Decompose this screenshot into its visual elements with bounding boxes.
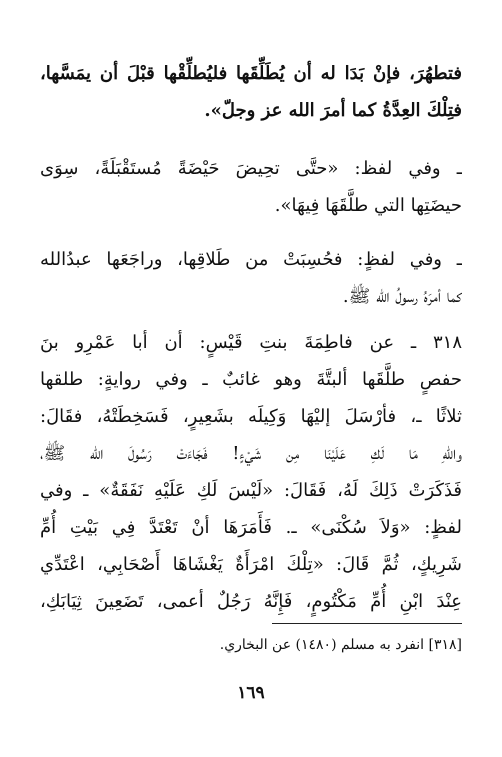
paragraph-2-variant-wording <box>40 150 462 224</box>
paragraph-3-variant-wording <box>40 241 462 315</box>
paragraph-1-continuation <box>40 55 462 129</box>
text-line: لفظٍ: «وَلاَ سُكْنَى» ـ. فَأَمَرَهَا أنْ تَعْتَدَّ فِي بَيْتِ أُمِّ <box>40 517 462 538</box>
text-line: ثلاثًا ـ، فأرْسَلَ إليْهَا وَكِيلَه بشَعِيرٍ، فَسَخِطَتْهُ، فقَالَ: <box>40 406 462 427</box>
page-number: ١٦٩ <box>237 683 265 703</box>
text-line: واللهِ مَا لَكِ عَلَيْنَا مِن شَيْءٍ! فَجَاءَتْ رَسُولَ الله ﷺ، <box>40 443 462 464</box>
text-line: عِنْدَ ابْنِ أُمِّ مَكْتُومٍ، فَإِنَّهُ رَجُلٌ أعمى، تَضَعِينَ ثِيَابَكِ، <box>40 591 462 612</box>
text-line: كما أمرَهُ رسولُ الله ﷺ. <box>342 286 462 307</box>
paragraph-4-hadith-318 <box>40 324 462 620</box>
text-line: شَرِيكٍ، ثُمَّ قَالَ: «تِلْكَ امْرَأَةٌ يَغْشَاهَا أَصْحَابِي، اعْتَدِّي <box>40 554 462 575</box>
text-line: حيضَتِها التي طلَّقَهَا فِيهَا». <box>274 195 462 216</box>
text-line: ـ وفي لفظٍ: فحُسِبَتْ من طَلاقِها، وراجَعَها عبدُالله <box>40 249 462 270</box>
text-line: فَذَكَرَتْ ذَلِكَ لَهُ، فَقَالَ: «لَيْسَ لَكِ عَلَيْهِ نَفَقَةٌ» ـ وفي <box>40 480 462 501</box>
text-line: فتِلْكَ العِدَّةُ كما أمرَ الله عز وجلّ». <box>204 100 462 121</box>
text-line: حفصٍ طلَّقَها ألبتَّةَ وهو غائبٌ ـ وفي روايةٍ: طلقها <box>40 369 462 390</box>
text-line: فتطهُرَ، فإنْ بَدَا له أن يُطَلِّقَها فليُطلِّقْها قبْلَ أن يمَسَّها، <box>40 63 462 84</box>
text-line: ٣١٨ ـ عن فاطِمَةَ بنتِ قَيْسٍ: أن أبا عَمْرِو بنَ <box>40 332 462 353</box>
footnote: [٣١٨] انفرد به مسلم (١٤٨٠) عن البخاري. <box>219 637 462 653</box>
text-line: ـ وفي لفظ: «حتَّى تحِيضَ حَيْضَةً مُستَقْبَلَةً، سِوَى <box>40 158 462 179</box>
footnote-separator <box>272 623 462 624</box>
